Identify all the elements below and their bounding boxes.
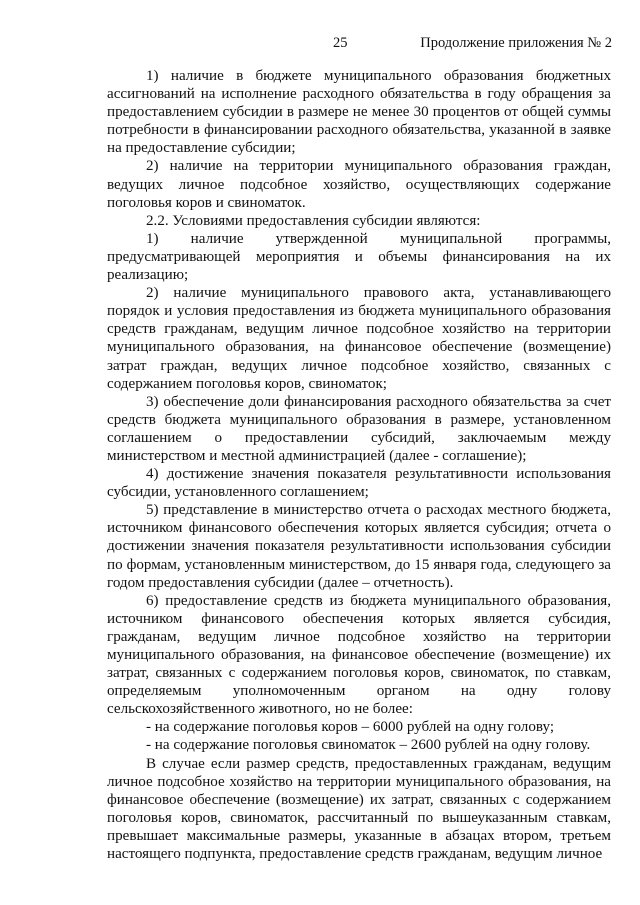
paragraph-conditions-heading: 2.2. Условиями предоставления субсидии являются: xyxy=(146,212,481,229)
paragraph-budget-allocation: 1) наличие в бюджете муниципального образования бюджетных ассигнований на исполнение расходного обязательства в году обращения за предоставлением субсидии в размере не менее 30 процентов от общей суммы потребности в финансировании расходного обязательства, указанной в заявке на предоставление субсидии; xyxy=(107,68,611,157)
paragraph-funds-provision: 6) предоставление средств из бюджета муниципального образования, источником финансового обеспечения которых является субсидия, гражданам, ведущим личное подсобное хозяйство на территории муниципального образования, на финансовое обеспечение (возмещение) их затрат, связанных с содержанием поголовья коров, свиноматок, по ставкам, определяемым уполномоченным органом на одну голову сельскохозяйственного животного, но не более: xyxy=(107,592,611,718)
appendix-continuation-note: Продолжение приложения № 2 xyxy=(420,35,612,51)
paragraph-cow-rate: - на содержание поголовья коров – 6000 рублей на одну голову; xyxy=(146,719,555,736)
document-body xyxy=(107,67,611,863)
paragraph-excess-case: В случае если размер средств, предоставленных гражданам, ведущим личное подсобное хозяйство на территории муниципального образования, на финансовое обеспечение (возмещение) их затрат, связанных с содержанием поголовья коров, свиноматок, рассчитанный по вышеуказанным ставкам, превышает максимальные размеры, указанные в абзацах втором, третьем настоящего подпункта, предоставление средств гражданам, ведущим личное xyxy=(107,755,611,863)
paragraph-sow-rate: - на содержание поголовья свиноматок – 2600 рублей на одну голову. xyxy=(146,737,591,754)
page-header xyxy=(0,34,640,54)
paragraph-municipal-program: 1) наличие утвержденной муниципальной программы, предусматривающей мероприятия и объемы финансирования на их реализацию; xyxy=(107,230,611,284)
paragraph-reporting: 5) представление в министерство отчета о расходах местного бюджета, источником финансового обеспечения которых является субсидия; отчета о достижении значения показателя результативности использования субсидии по формам, установленным министерством, до 15 января года, следующего за годом предоставления субсидии (далее – отчетность). xyxy=(107,502,611,591)
paragraph-legal-act: 2) наличие муниципального правового акта, устанавливающего порядок и условия предоставления из бюджета муниципального образования средств гражданам, ведущим личное подсобное хозяйство на территории муниципального образования, на финансовое обеспечение (возмещение) затрат граждан, ведущих личное подсобное хозяйство, связанных с содержанием поголовья коров, свиноматок; xyxy=(107,285,611,392)
paragraph-cofinancing-share: 3) обеспечение доли финансирования расходного обязательства за счет средств бюджета муниципального образования в размере, установленном соглашением о предоставлении субсидий, заключаемым между министерством и местной администрацией (далее - соглашение); xyxy=(107,393,611,464)
paragraph-performance-indicator: 4) достижение значения показателя результативности использования субсидии, установленного соглашением; xyxy=(107,466,611,501)
page-number: 25 xyxy=(333,35,348,51)
paragraph-citizens-presence: 2) наличие на территории муниципального образования граждан, ведущих личное подсобное хозяйство, осуществляющих содержание поголовья коров и свиноматок. xyxy=(107,158,611,211)
